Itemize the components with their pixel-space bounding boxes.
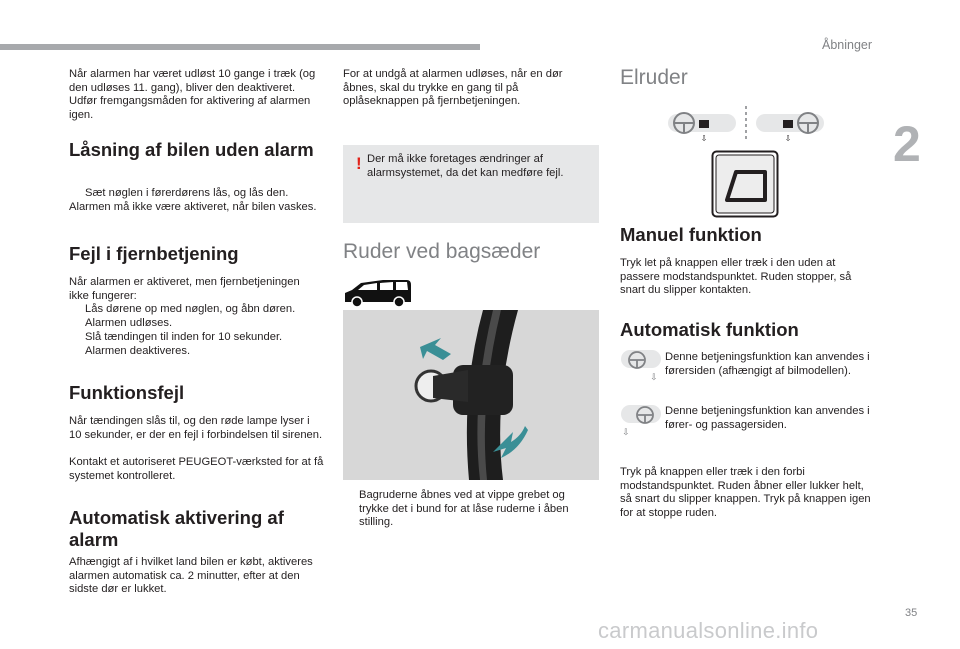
driver-passenger-icon <box>621 405 661 439</box>
rear-window-latch-photo <box>343 310 599 480</box>
heading-unlock-without-alarm: Låsning af bilen uden alarm <box>69 139 314 160</box>
col2-intro-text: For at undgå at alarmen udløses, når en dør åbnes, skal du trykke en gang til på oplåseknappen på fjernbetjeningen. <box>343 68 563 108</box>
unlock-text: Alarmen må ikke være aktiveret, når bilen vaskes. <box>69 201 317 213</box>
auto-icon1-text: Denne betjeningsfunktion kan anvendes i førersiden (afhængigt af bilmodellen). <box>665 351 870 377</box>
window-switch-icon <box>711 150 779 218</box>
automatic-function-text: Tryk på knappen eller træk i den forbi modstandspunktet. Ruden åbner eller lukker helt, så snart du slipper knappen. Tryk på knappen igen for at stoppe ruden. <box>620 466 871 519</box>
warning-text: Der må ikke foretages ændringer af alarmsystemet, da det kan medføre fejl. <box>367 153 564 179</box>
header-bar <box>0 44 480 50</box>
chapter-number: 2 <box>893 116 921 172</box>
auto-activation-text: Afhængigt af i hvilket land bilen er købt, aktiveres alarmen automatisk ca. 2 minutter, efter at den sidste dør er lukket. <box>69 556 313 596</box>
manual-function-text: Tryk let på knappen eller træk i den uden at passere modstandspunktet. Ruden stopper, så snart du slipper kontakten. <box>620 257 852 297</box>
remote-text: Når alarmen er aktiveret, men fjernbetjeningen ikke fungerer: <box>69 276 300 302</box>
heading-manual-function: Manuel funktion <box>620 224 762 245</box>
section-label: Åbninger <box>822 38 873 52</box>
heading-remote-fault: Fejl i fjernbetjening <box>69 243 239 264</box>
warning-notice <box>343 145 599 223</box>
auto-icon2-text: Denne betjeningsfunktion kan anvendes i fører- og passagersiden. <box>665 405 870 431</box>
heading-auto-activation: Automatisk aktivering af alarm <box>69 507 284 550</box>
window-switch-position-icon <box>668 104 828 144</box>
unlock-bullet: Sæt nøglen i førerdørens lås, og lås den. <box>85 187 289 199</box>
heading-malfunction: Funktionsfejl <box>69 382 185 403</box>
heading-automatic-function: Automatisk funktion <box>620 319 799 340</box>
fault-text-1: Når tændingen slås til, og den røde lampe lyser i 10 sekunder, er der en fejl i forbindelsen til sirenen. <box>69 415 323 441</box>
driver-side-icon <box>621 350 661 384</box>
exclamation-icon: ! <box>356 154 362 173</box>
watermark: carmanualsonline.info <box>598 618 819 643</box>
svg-text:⇩: ⇩ <box>784 134 792 143</box>
page-number: 35 <box>905 607 918 619</box>
svg-text:⇩: ⇩ <box>650 373 658 383</box>
heading-power-windows: Elruder <box>620 66 688 89</box>
car-silhouette-icon <box>343 278 413 308</box>
remote-bullet-2: Slå tændingen til inden for 10 sekunder. Alarmen deaktiveres. <box>85 331 283 357</box>
remote-bullet-1: Lås dørene op med nøglen, og åbn døren. Alarmen udløses. <box>85 303 296 329</box>
heading-rear-windows: Ruder ved bagsæder <box>343 240 541 263</box>
alarm-intro-text: Når alarmen har været udløst 10 gange i træk (og den udløses 11. gang), bliver den deaktiveret. Udfør fremgangsmåden for aktivering af alarmen igen. <box>69 68 316 121</box>
rear-window-bullet: Bagruderne åbnes ved at vippe grebet og trykke det i bund for at låse ruderne i åben stilling. <box>359 489 569 529</box>
svg-text:⇩: ⇩ <box>700 134 708 143</box>
fault-text-2: Kontakt et autoriseret PEUGEOT-værksted for at få systemet kontrolleret. <box>69 456 324 482</box>
svg-text:⇩: ⇩ <box>622 428 630 438</box>
